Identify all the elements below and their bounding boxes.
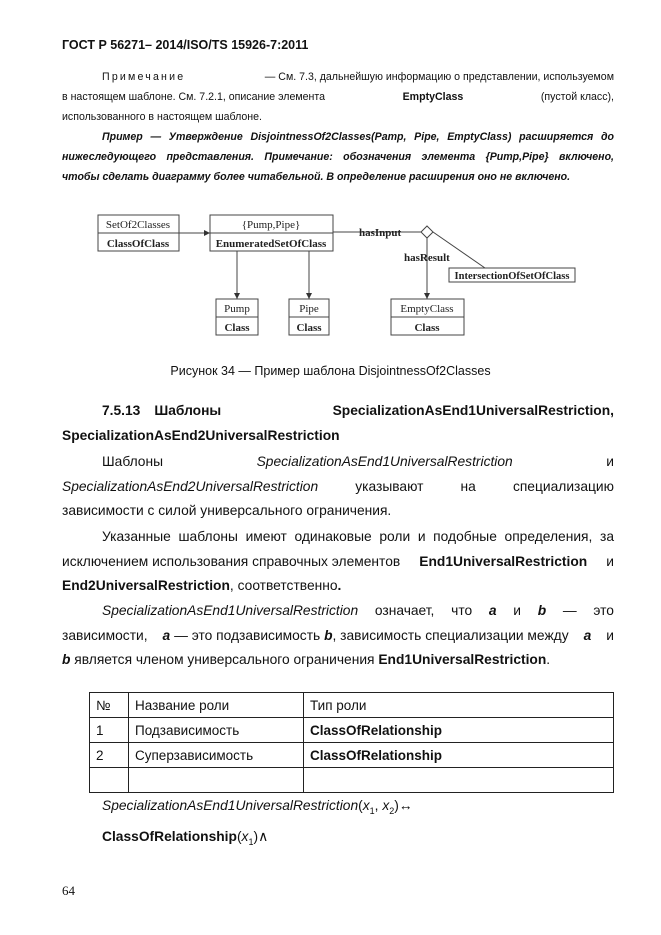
roles-table — [89, 692, 614, 793]
formula-line-2: $ClassOfRelationship(x_1)\wedge$ — [102, 828, 269, 847]
formula-template-name: SpecializationAsEnd1UniversalRestriction — [102, 798, 359, 813]
para3-var-b3: b — [62, 652, 71, 667]
para3-line-3 — [62, 648, 614, 673]
para1-word-and: и — [606, 454, 614, 469]
box-intersection-label: IntersectionOfSetOfClass — [454, 271, 570, 282]
para3-subrel: — это подзависимость — [174, 627, 321, 643]
formula — [102, 793, 622, 855]
template-diagram — [0, 0, 661, 360]
para2-respectively: , соответственно — [229, 578, 338, 593]
table-cell: Суперзависимость — [129, 743, 304, 768]
example-line-3: чтобы сделать диаграмму более читабельной. В определение расширения оно не включено. — [62, 171, 571, 183]
para3-var-a: a — [488, 603, 497, 618]
box-setof2-bottom: ClassOfClass — [106, 238, 170, 250]
relationship-diamond — [421, 226, 433, 238]
para1-line-2 — [62, 475, 614, 500]
formula-classofrelationship: ClassOfRelationship — [102, 828, 237, 844]
paragraph-2 — [62, 525, 614, 599]
para2-and: и — [606, 553, 614, 569]
para2-line-3 — [62, 574, 614, 599]
note-text-2c: (пустой класс), — [540, 91, 614, 103]
header-cell: Тип роли — [304, 693, 614, 718]
para3-these: это — [593, 603, 614, 618]
box-pump-top: Pump — [224, 303, 250, 315]
para3-dash: — — [562, 603, 577, 618]
box-pipe-bottom: Class — [296, 322, 322, 334]
para3-member-text: является членом универсального ограничения — [74, 652, 375, 667]
box-empty-top: EmptyClass — [400, 303, 454, 315]
section-name-1: SpecializationAsEnd1UniversalRestriction, — [332, 403, 614, 418]
paragraph-3 — [62, 599, 614, 673]
para2-end2: End2UniversalRestriction — [62, 578, 230, 593]
para3-line-2 — [62, 624, 614, 649]
para3-period: . — [546, 652, 551, 667]
table-row — [90, 743, 614, 768]
para3-and: и — [513, 603, 521, 618]
table-cell: ClassOfRelationship — [304, 718, 614, 743]
para1-line-3: зависимости с силой универсального ограничения. — [62, 503, 392, 518]
box-pumppipe-bottom: EnumeratedSetOfClass — [215, 238, 327, 250]
para3-end1: End1UniversalRestriction — [378, 652, 547, 667]
para3-var-a2: a — [162, 627, 171, 643]
document-header: ГОСТ Р 56271– 2014/ISO/TS 15926-7:2011 — [62, 38, 309, 52]
page-number: 64 — [62, 883, 75, 898]
para1-line-1 — [62, 450, 614, 475]
para2-period: . — [337, 578, 342, 593]
paragraph-1 — [62, 450, 614, 524]
roles-table-header — [90, 693, 614, 718]
section-word: Шаблоны — [154, 403, 222, 418]
box-empty-bottom: Class — [414, 322, 440, 334]
para2-end1: End1UniversalRestriction — [419, 553, 588, 569]
box-setof2-top: SetOf2Classes — [105, 219, 171, 231]
para1-word-indicate: указывают — [355, 478, 424, 494]
para1-template-end2: SpecializationAsEnd2UniversalRestriction — [62, 478, 319, 494]
para1-word-specialization: специализацию — [512, 478, 614, 494]
table-cell: 1 — [90, 718, 129, 743]
example-line-2: нижеследующего представления. Примечание: обозначения элемента {Pump,Pipe} включено, — [62, 151, 614, 163]
example-line-1: Пример — Утверждение DisjointnessOf2Classes(Pamp, Pipe, EmptyClass) расширяется до — [102, 131, 614, 143]
box-pumppipe-top: {Pump,Pipe} — [241, 219, 301, 231]
para3-that: что — [451, 603, 473, 618]
para3-var-a3: a — [583, 627, 592, 643]
para3-line-1 — [62, 599, 614, 624]
label-hasresult: hasResult — [404, 252, 450, 264]
table-cell: ClassOfRelationship — [304, 743, 614, 768]
para1-word-templates: Шаблоны — [102, 454, 164, 469]
table-row-empty — [90, 768, 614, 793]
section-heading — [62, 399, 614, 448]
header-cell: № — [90, 693, 129, 718]
para1-word-on: на — [460, 478, 476, 494]
note-emptyclass: EmptyClass — [402, 91, 464, 103]
note-text-1: — См. 7.3, дальнейшую информацию о представлении, используемом — [264, 71, 614, 83]
header-cell: Название роли — [129, 693, 304, 718]
note-label: Примечание — [102, 71, 186, 83]
para2-line-1: Указанные шаблоны имеют одинаковые роли и подобные определения, за — [102, 529, 614, 544]
para3-var-b: b — [537, 603, 547, 618]
para3-means: означает, — [374, 603, 435, 618]
para3-var-b2: b — [324, 627, 333, 643]
para2-text-a: исключением использования справочных элементов — [62, 553, 401, 569]
para3-relationships: зависимости, — [62, 627, 148, 643]
para3-spec-between: , зависимость специализации между — [332, 627, 569, 643]
section-heading-line-1 — [62, 399, 614, 424]
label-hasinput: hasInput — [359, 227, 402, 239]
note-line-3: использованного в настоящем шаблоне. — [62, 111, 262, 123]
box-pipe-top: Pipe — [299, 303, 319, 315]
note-text-2a: в настоящем шаблоне. См. 7.2.1, описание элемента — [62, 91, 325, 103]
para2-line-2 — [62, 550, 614, 575]
table-row — [90, 718, 614, 743]
table-cell: Подзависимость — [129, 718, 304, 743]
figure-caption: Рисунок 34 — Пример шаблона DisjointnessOf2Classes — [170, 364, 491, 378]
para3-and2: и — [606, 627, 614, 643]
section-number: 7.5.13 — [102, 403, 141, 418]
table-cell: 2 — [90, 743, 129, 768]
para3-template-name: SpecializationAsEnd1UniversalRestriction — [102, 603, 359, 618]
section-name-2: SpecializationAsEnd2UniversalRestriction — [62, 427, 340, 443]
box-pump-bottom: Class — [224, 322, 250, 334]
para1-template-end1: SpecializationAsEnd1UniversalRestriction — [256, 454, 513, 469]
formula-line-1: $SpecializationAsEnd1UniversalRestriction(x_1$, $x_2)\leftrightarrow$ — [102, 798, 413, 816]
